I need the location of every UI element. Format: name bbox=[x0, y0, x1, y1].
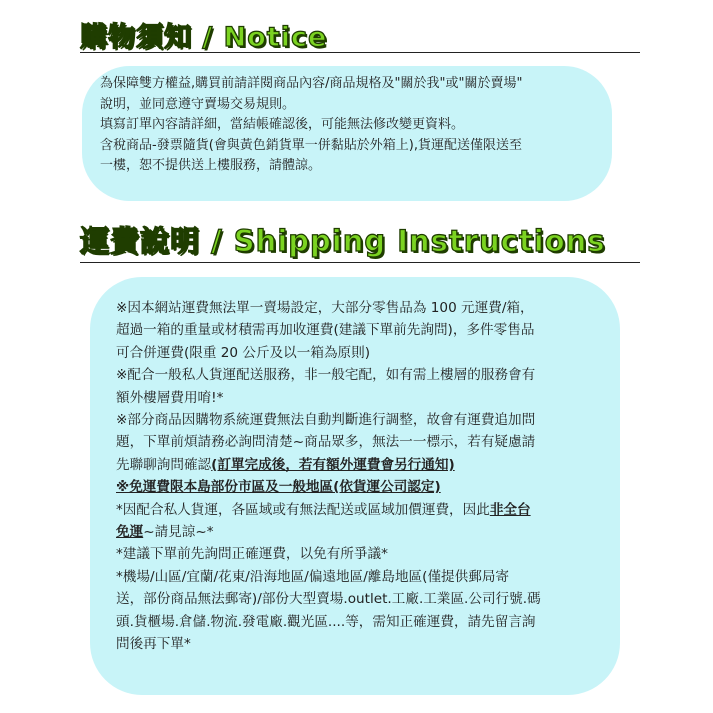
shipping-line: 超過一箱的重量或材積需再加收運費(建議下單前先詢問)，多件零售品 bbox=[116, 322, 535, 339]
shipping-line bbox=[116, 521, 596, 543]
shipping-divider bbox=[80, 262, 640, 263]
notice-line: 說明，並同意遵守賣場交易規則。 bbox=[100, 96, 296, 112]
shipping-title: 運費說明 / Shipping Instructions bbox=[80, 224, 606, 258]
shipping-text: *因配合私人貨運，各區域或有無法配送或區域加價運費，因此 bbox=[116, 501, 490, 518]
shipping-line: *機場/山區/宜蘭/花東/沿海地區/偏遠地區/離島地區(僅提供郵局寄 bbox=[116, 568, 510, 585]
notice-title: 購物須知 / Notice bbox=[80, 22, 328, 53]
shipping-panel bbox=[90, 277, 620, 695]
extra-fee-notice: (訂單完成後，若有額外運費會另行通知) bbox=[211, 456, 455, 473]
shipping-line: 額外樓層費用唷!* bbox=[116, 389, 224, 406]
notice-line: 為保障雙方權益,購買前請詳閱商品內容/商品規格及"關於我"或"關於賣場" bbox=[100, 76, 523, 91]
shipping-line: ※因本網站運費無法單一賣場設定，大部分零售品為 100 元運費/箱， bbox=[116, 300, 534, 316]
shipping-line: 送，部份商品無法郵寄)/部份大型賣場.outlet.工廠.工業區.公司行號.碼 bbox=[116, 591, 541, 608]
shipping-line bbox=[116, 454, 596, 476]
free-shipping-emphasis: 免運 bbox=[116, 524, 144, 541]
notice-line: 含稅商品-發票隨貨(會與黃色銷貨單一併黏貼於外箱上),貨運配送僅限送至 bbox=[100, 137, 522, 153]
shipping-heading bbox=[80, 218, 606, 260]
notice-divider bbox=[80, 52, 640, 53]
shipping-line bbox=[116, 499, 596, 521]
notice-line: 一樓，恕不提供送上樓服務，請體諒。 bbox=[100, 158, 322, 173]
notice-heading bbox=[80, 12, 327, 54]
not-island-wide-emphasis: 非全台 bbox=[489, 501, 531, 518]
notice-line: 填寫訂單內容請詳細，當結帳確認後，可能無法修改變更資料。 bbox=[100, 117, 465, 132]
shipping-text: 先聯聊詢問確認 bbox=[116, 456, 212, 473]
shipping-line: *建議下單前先詢問正確運費，以免有所爭議* bbox=[116, 546, 388, 563]
shipping-line: 問後再下單* bbox=[116, 636, 191, 653]
free-shipping-notice: ※免運費限本島部份市區及一般地區(依貨運公司認定) bbox=[116, 479, 441, 496]
shipping-line: ※配合一般私人貨運配送服務，非一般宅配，如有需上樓層的服務會有 bbox=[116, 367, 536, 384]
shipping-line: 題，下單前煩請務必詢問清楚~商品眾多，無法一一標示，若有疑慮請 bbox=[116, 434, 536, 451]
notice-panel bbox=[82, 66, 612, 201]
shipping-line: ※部分商品因購物系統運費無法自動判斷進行調整，故會有運費追加問 bbox=[116, 412, 536, 429]
shipping-text: ~請見諒~* bbox=[143, 524, 214, 541]
shipping-line: 頭.貨櫃場.倉儲.物流.發電廠.觀光區....等，需知正確運費，請先留言詢 bbox=[116, 613, 536, 630]
shipping-line: 可合併運費(限重 20 公斤及以一箱為原則) bbox=[116, 344, 371, 361]
